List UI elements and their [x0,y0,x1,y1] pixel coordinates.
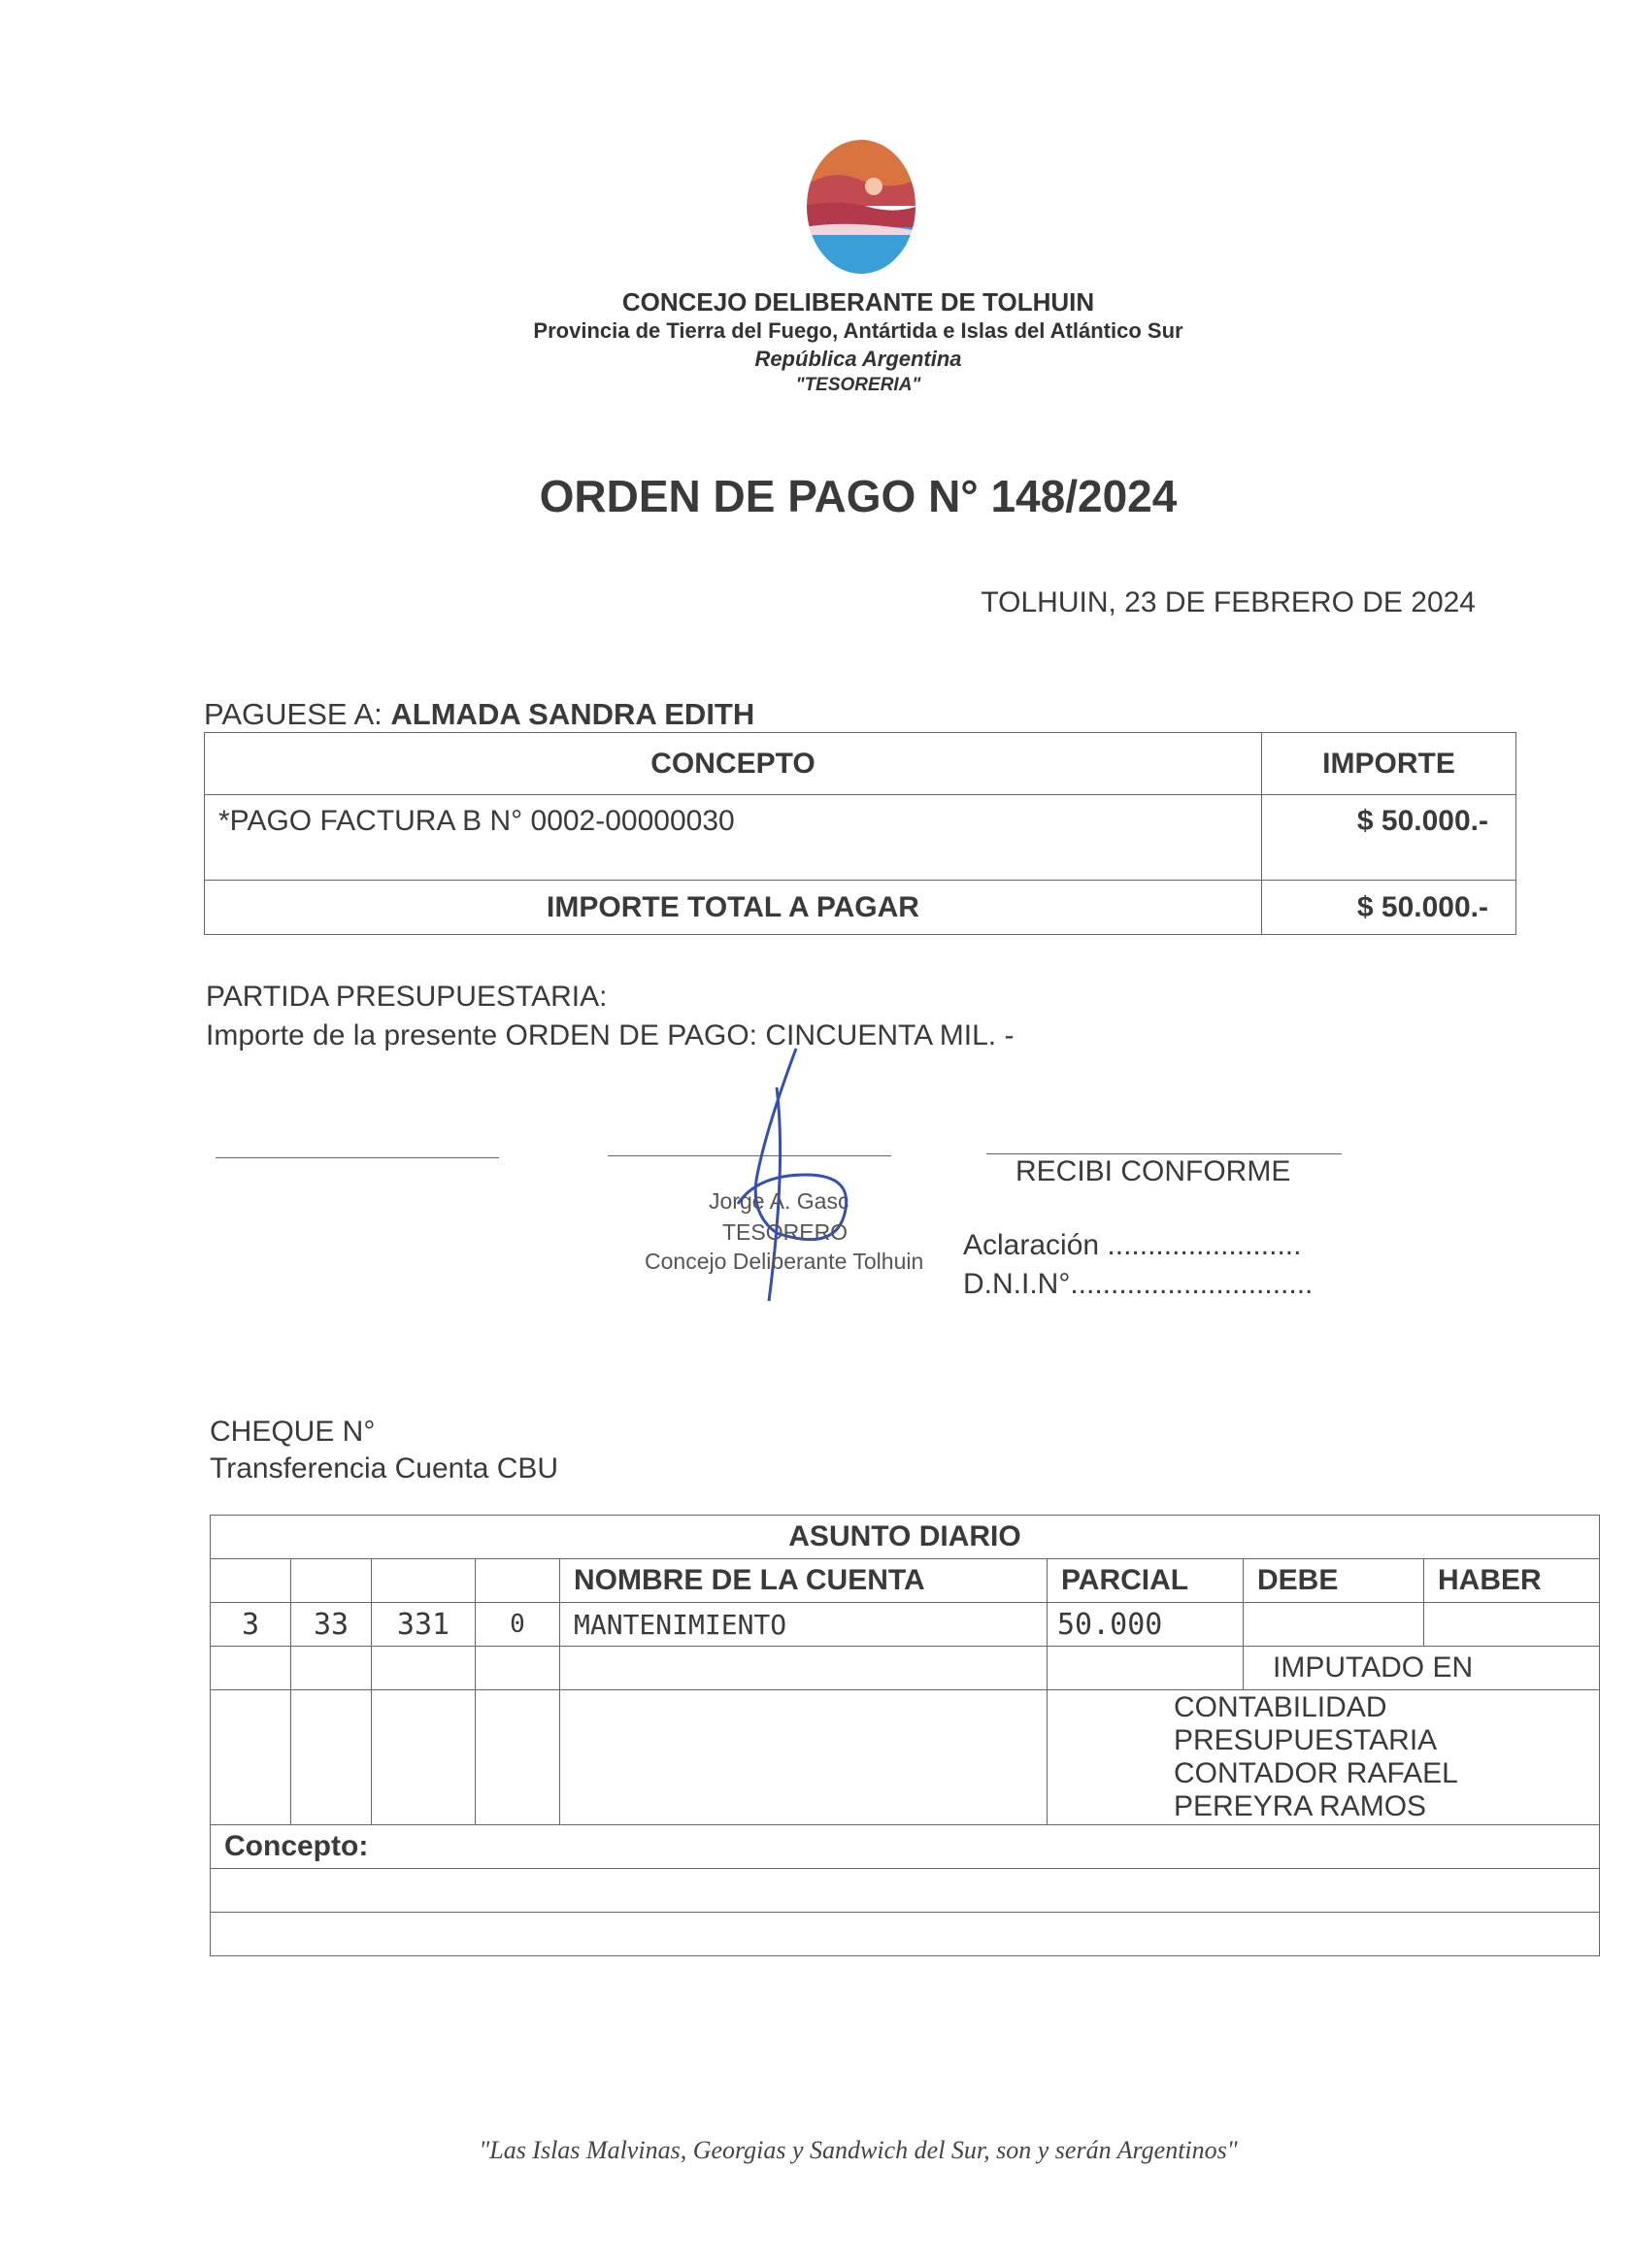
signature-line-right [986,1153,1342,1154]
concept-label: Concepto: [211,1825,1600,1869]
concejo-logo [804,138,918,276]
code-2: 33 [291,1603,372,1647]
account-name-header: NOMBRE DE LA CUENTA [560,1559,1048,1603]
concept-header: CONCEPTO [205,733,1262,795]
parcial-header: PARCIAL [1048,1559,1244,1603]
budget-amount-text: Importe de la presente ORDEN DE PAGO: CINCUENTA MIL. - [206,1019,1015,1051]
stamp-line-3-text: CONTADOR RAFAEL PEREYRA RAMOS [1174,1757,1457,1822]
cheque-label: CHEQUE N° [210,1416,376,1448]
code-1: 3 [211,1603,291,1647]
concept-cell: *PAGO FACTURA B N° 0002-00000030 [205,795,1262,881]
org-name: CONCEJO DELIBERANTE DE TOLHUIN [621,287,1095,317]
received-label: RECIBI CONFORME [1015,1155,1291,1187]
aclaracion-field: Aclaración ........................ [963,1229,1302,1261]
amount-header: IMPORTE [1262,733,1516,795]
order-date: TOLHUIN, 23 DE FEBRERO DE 2024 [981,586,1476,618]
code-3: 331 [372,1603,476,1647]
treasurer-org: Concejo Deliberante Tolhuin [645,1249,924,1274]
budget-partida: PARTIDA PRESUPUESTARIA: [206,981,608,1013]
total-label: IMPORTE TOTAL A PAGAR [205,881,1262,935]
department-line: "TESORERIA" [795,375,921,395]
handwritten-amount: 50.000 [1048,1603,1244,1647]
journal-title: ASUNTO DIARIO [211,1516,1600,1559]
stamp-line-2-text: CONTABILIDAD PRESUPUESTARIA [1174,1691,1438,1756]
signature-line-left [216,1157,499,1158]
stamp-line-2 [1048,1690,1600,1825]
code-4: 0 [476,1603,560,1647]
footer-motto: "Las Islas Malvinas, Georgias y Sandwich del Sur, son y serán Argentinos" [479,2136,1238,2164]
handwritten-account: MANTENIMIENTO [560,1603,1048,1647]
treasurer-role: TESORERO [722,1219,849,1245]
payee-name: ALMADA SANDRA EDITH [390,697,755,731]
debe-header: DEBE [1244,1559,1424,1603]
amount-cell: $ 50.000.- [1262,795,1516,881]
stamp-line-1: IMPUTADO EN [1244,1647,1600,1690]
payment-table [204,732,1516,935]
province-line: Provincia de Tierra del Fuego, Antártida e Islas del Atlántico Sur [533,318,1183,343]
order-title: ORDEN DE PAGO N° 148/2024 [539,471,1178,521]
payee-label: PAGUESE A: [204,697,383,731]
payee-line [204,697,754,732]
country-line: República Argentina [754,347,962,371]
treasurer-name: Jorge A. Gasc [709,1188,849,1214]
haber-header: HABER [1424,1559,1600,1603]
total-amount: $ 50.000.- [1262,881,1516,935]
journal-table [210,1515,1600,1956]
transfer-label: Transferencia Cuenta CBU [210,1452,559,1484]
dni-field: D.N.I.N°.............................. [963,1268,1314,1300]
